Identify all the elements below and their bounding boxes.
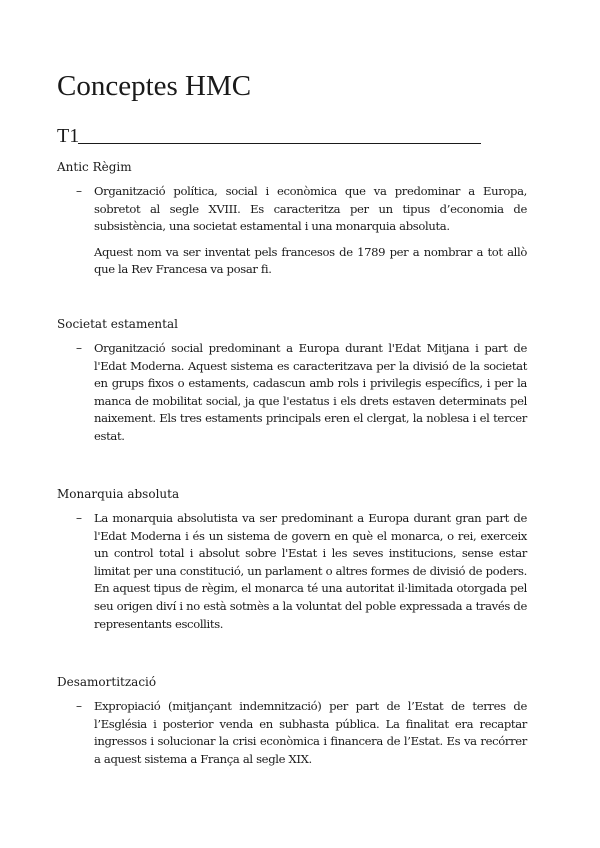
dash-bullet-icon: –: [76, 699, 82, 713]
list-item: [57, 340, 527, 446]
topic-line: [57, 124, 481, 148]
section-desamortitzacio: [57, 674, 527, 768]
list-item: [57, 183, 527, 279]
list-item: [57, 698, 527, 768]
dash-bullet-icon: –: [76, 341, 82, 355]
section-antic-regim: [57, 159, 527, 279]
section-heading: Monarquia absoluta: [57, 487, 180, 501]
topic-label: T1: [57, 125, 80, 147]
section-heading: Antic Règim: [57, 160, 132, 174]
paragraph: La monarquia absolutista va ser predominant a Europa durant gran part de l'Edat Moderna i és un sistema de govern en què el monarca, o rei, exerceix un control total i absolut sobre l'Estat i les seves institucions, sense estar limitat per una constitució, un parlament o altres formes de divisió de poders. En aquest tipus de règim, el monarca té una autoritat il·limitada otorgada pel seu origen diví i no està sotmès a la voluntat del poble expressada a través de representants escollits.: [94, 511, 527, 631]
topic-underline: [78, 143, 481, 144]
dash-bullet-icon: –: [76, 184, 82, 198]
section-heading: Societat estamental: [57, 317, 178, 331]
paragraph: Expropiació (mitjançant indemnització) per part de l’Estat de terres de l’Església i posterior venda en subhasta pública. La finalitat era recaptar ingressos i solucionar la crisi econòmica i financera de l’Estat. Es va recórrer a aquest sistema a França al segle XIX.: [94, 699, 527, 766]
dash-bullet-icon: –: [76, 511, 82, 525]
paragraph: Organització política, social i econòmica que va predominar a Europa, sobretot al segle XVIII. Es caracteritza per un tipus d’economia de subsistència, una societat estamental i una monarquia absoluta.: [94, 184, 527, 234]
paragraph: Organització social predominant a Europa durant l'Edat Mitjana i part de l'Edat Moderna. Aquest sistema es caracteritzava per la divisió de la societat en grups fixos o estaments, cadascun amb rols i privilegis específics, i per la manca de mobilitat social, ja que l'estatus i els drets estaven determinats pel naixement. Els tres estaments principals eren el clergat, la noblesa i el tercer estat.: [94, 341, 527, 443]
paragraph: Aquest nom va ser inventat pels francesos de 1789 per a nombrar a tot allò que la Rev Francesa va posar fi.: [94, 244, 527, 277]
section-societat-estamental: [57, 316, 527, 446]
list-item: [57, 510, 527, 633]
section-heading: Desamortització: [57, 675, 157, 689]
page-title: Conceptes HMC: [57, 70, 252, 102]
section-monarquia-absoluta: [57, 486, 527, 633]
